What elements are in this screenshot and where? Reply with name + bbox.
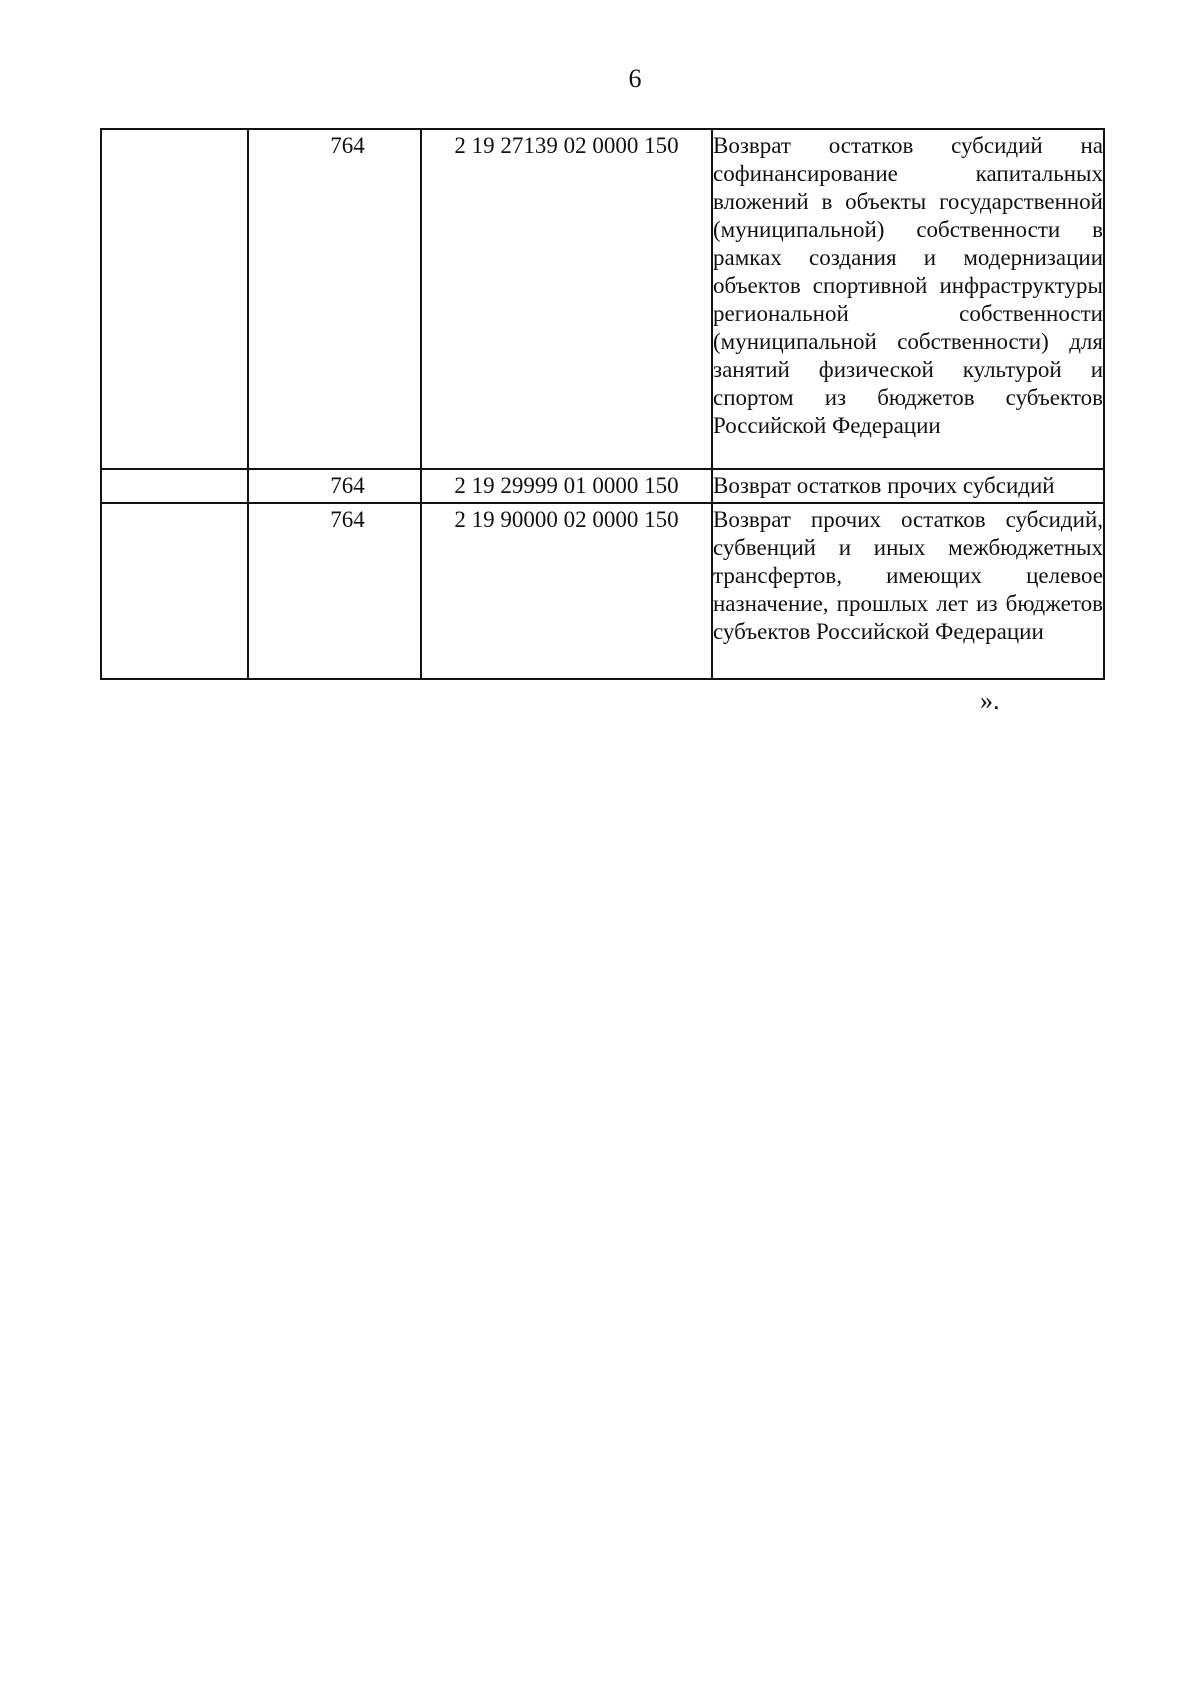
description-cell (712, 129, 1104, 469)
empty-cell (101, 503, 248, 679)
description-text: Возврат остатков субсидий на софинансирование капитальных вложений в объекты государственной (муниципальной) собственности в рамках создания и модернизации объектов спортивной инфраструктуры региональной собственности (муниципальной собственности) для занятий физической культурой и спортом из бюджетов субъектов Российской Федерации (713, 133, 1103, 438)
table-row (101, 129, 1104, 469)
table-row (101, 503, 1104, 679)
description-cell (712, 503, 1104, 679)
admin-code-cell: 764 (248, 129, 421, 469)
page-number: 6 (628, 64, 642, 93)
kbk-cell: 2 19 27139 02 0000 150 (421, 129, 712, 469)
kbk-cell: 2 19 29999 01 0000 150 (421, 469, 712, 503)
table-row (101, 469, 1104, 503)
empty-cell (101, 469, 248, 503)
budget-codes-table (100, 128, 1105, 680)
closing-quote: ». (980, 686, 1000, 715)
empty-cell (101, 129, 248, 469)
admin-code-cell: 764 (248, 503, 421, 679)
admin-code-cell: 764 (248, 469, 421, 503)
description-text: Возврат прочих остатков субсидий, субвенций и иных межбюджетных трансфертов, имеющих целевое назначение, прошлых лет из бюджетов субъектов Российской Федерации (713, 507, 1103, 644)
kbk-cell: 2 19 90000 02 0000 150 (421, 503, 712, 679)
description-cell (712, 469, 1104, 503)
description-text: Возврат остатков прочих субсидий (713, 473, 1055, 498)
